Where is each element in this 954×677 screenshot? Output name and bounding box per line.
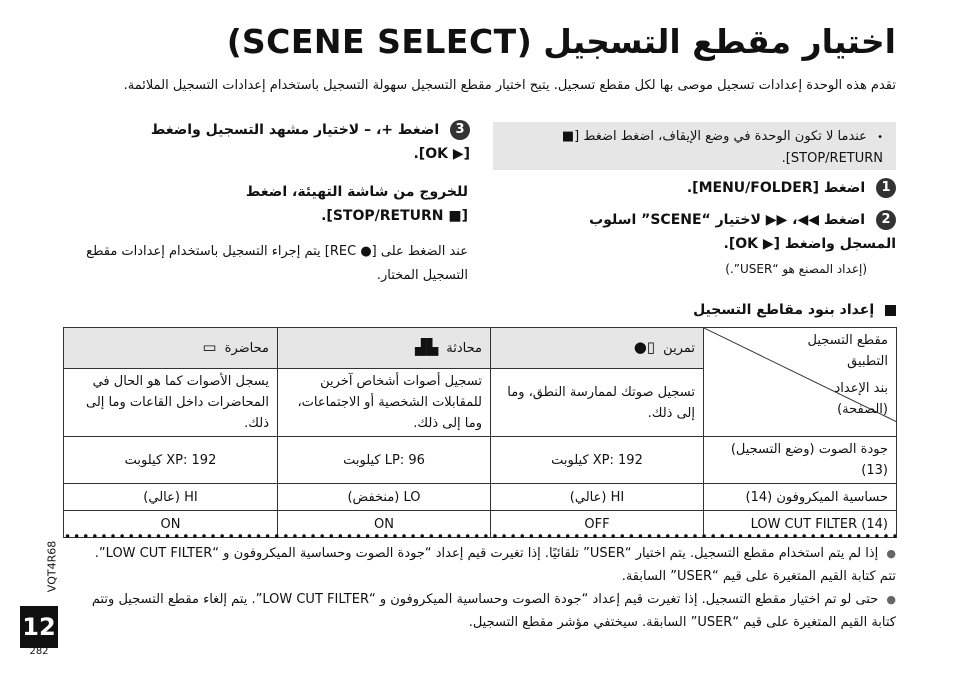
exit-line-1: للخروج من شاشة التهيئة، اضغط [245, 184, 468, 200]
step-3-line-1: اضغط +، – لاختيار مشهد التسجيل واضغط [150, 122, 440, 138]
practice-icon: ▯● [633, 338, 656, 356]
conversation-label: محادثة [446, 341, 482, 356]
row-label: LOW CUT FILTER (14) [704, 511, 897, 538]
step-number-1: 1 [876, 178, 896, 198]
table-row [64, 484, 897, 511]
row-label: جودة الصوت (وضع التسجيل) (13) [704, 437, 897, 484]
exit-instruction [70, 180, 468, 228]
intro-paragraph: تقدم هذه الوحدة إعدادات تسجيل موصى بها لكل مقطع تسجيل. يتيح اختيار مقطع التسجيل سهولة التسجيل باستخدام إعدادات التسجيل الملائمة. [123, 78, 896, 93]
column-header-practice [491, 328, 704, 369]
lecture-label: محاضرة [224, 341, 269, 356]
dotted-divider [63, 532, 896, 540]
table-row [64, 437, 897, 484]
footnote-2-text: حتى لو تم اختيار مقطع التسجيل. إذا تغيرت قيم إعداد “جودة الصوت وحساسية الميكروفون و “LOW CUT FILTER”. يتم إلغاء مقطع التسجيل وتتم كتابة القيم المتغيرة على قيم “USER” السابقة. سيختفي مؤشر مقطع التسجيل. [91, 592, 896, 630]
table-cell: تسجيل أصوات أشخاص آخرين للمقابلات الشخصية أو الاجتماعات، وما إلى ذلك. [278, 369, 491, 437]
page-title: اختيار مقطع التسجيل (SCENE SELECT) [226, 22, 896, 61]
column-header-conversation [278, 328, 491, 369]
step-number-2: 2 [876, 210, 896, 230]
table-cell: تسجيل صوتك لممارسة النطق، وما إلى ذلك. [491, 369, 704, 437]
step-3 [70, 118, 470, 166]
table-corner-cell [704, 328, 897, 437]
page-number: 12 [20, 606, 58, 648]
step-1 [493, 176, 896, 200]
corner-bottom-label: بند الإعداد (الصفحة) [834, 381, 888, 417]
footnote-2 [80, 588, 896, 634]
table-cell: XP: 192 كيلوبت [64, 437, 278, 484]
bullet-icon: ● [886, 547, 896, 560]
corner-top-label: مقطع التسجيل التطبيق [807, 333, 888, 369]
table-cell: يسجل الأصوات كما هو الحال في المحاضرات داخل القاعات وما إلى ذلك. [64, 369, 278, 437]
row-label: حساسية الميكروفون (14) [704, 484, 897, 511]
step-3-line-2: [▶ OK]. [413, 146, 470, 162]
sub-page-number: 282 [29, 646, 49, 657]
footnote-1 [80, 542, 896, 588]
model-code-text: VQT4R68 [45, 540, 59, 593]
step-number-3: 3 [450, 120, 470, 140]
table-cell: ON [64, 511, 278, 538]
table-cell: XP: 192 كيلوبت [491, 437, 704, 484]
step-2-line-1: اضغط ◀◀، ▶▶ لاختيار “SCENE” اسلوب [589, 212, 866, 228]
footnotes [80, 542, 896, 634]
bullet-icon: ● [886, 593, 896, 606]
table-cell: ON [278, 511, 491, 538]
note-label: عندما لا تكون الوحدة في وضع الإيقاف، اضغط اضغط [■ STOP/RETURN]. [561, 129, 883, 166]
section-title [493, 302, 896, 318]
model-code [40, 540, 64, 598]
table-row [64, 328, 897, 369]
table-cell: LO (منخفض) [278, 484, 491, 511]
settings-table [63, 327, 897, 538]
table-cell: HI (عالي) [64, 484, 278, 511]
exit-line-2: [■ STOP/RETURN]. [321, 208, 468, 224]
step-1-text: اضغط [MENU/FOLDER]. [686, 180, 866, 196]
column-header-lecture [64, 328, 278, 369]
practice-label: تمرين [663, 341, 695, 356]
square-bullet-icon [885, 305, 896, 316]
note-text [505, 126, 883, 169]
rec-note: عند الضغط على [● REC] يتم إجراء التسجيل باستخدام إعدادات مقطع التسجيل المختار. [86, 244, 468, 283]
step-2-note: (إعداد المصنع هو “USER”.) [725, 262, 867, 276]
bullet-icon: • [877, 132, 883, 143]
table-cell: LP: 96 كيلوبت [278, 437, 491, 484]
table-cell: OFF [491, 511, 704, 538]
footnote-1-text: إذا لم يتم استخدام مقطع التسجيل. يتم اختيار “USER” تلقائيًا. إذا تغيرت قيم إعداد “جودة الصوت وحساسية الميكروفون و “LOW CUT FILTER”. تتم كتابة القيم المتغيرة على قيم “USER” السابقة. [94, 546, 896, 584]
step-2-line-2: المسجل واضغط [▶ OK]. [723, 236, 896, 252]
conversation-icon: ▙▟ [415, 338, 439, 356]
step-2 [493, 208, 896, 256]
lecture-icon: ▭ [202, 338, 217, 356]
section-title-text: إعداد بنود مقاطع التسجيل [693, 302, 875, 318]
table-cell: HI (عالي) [491, 484, 704, 511]
